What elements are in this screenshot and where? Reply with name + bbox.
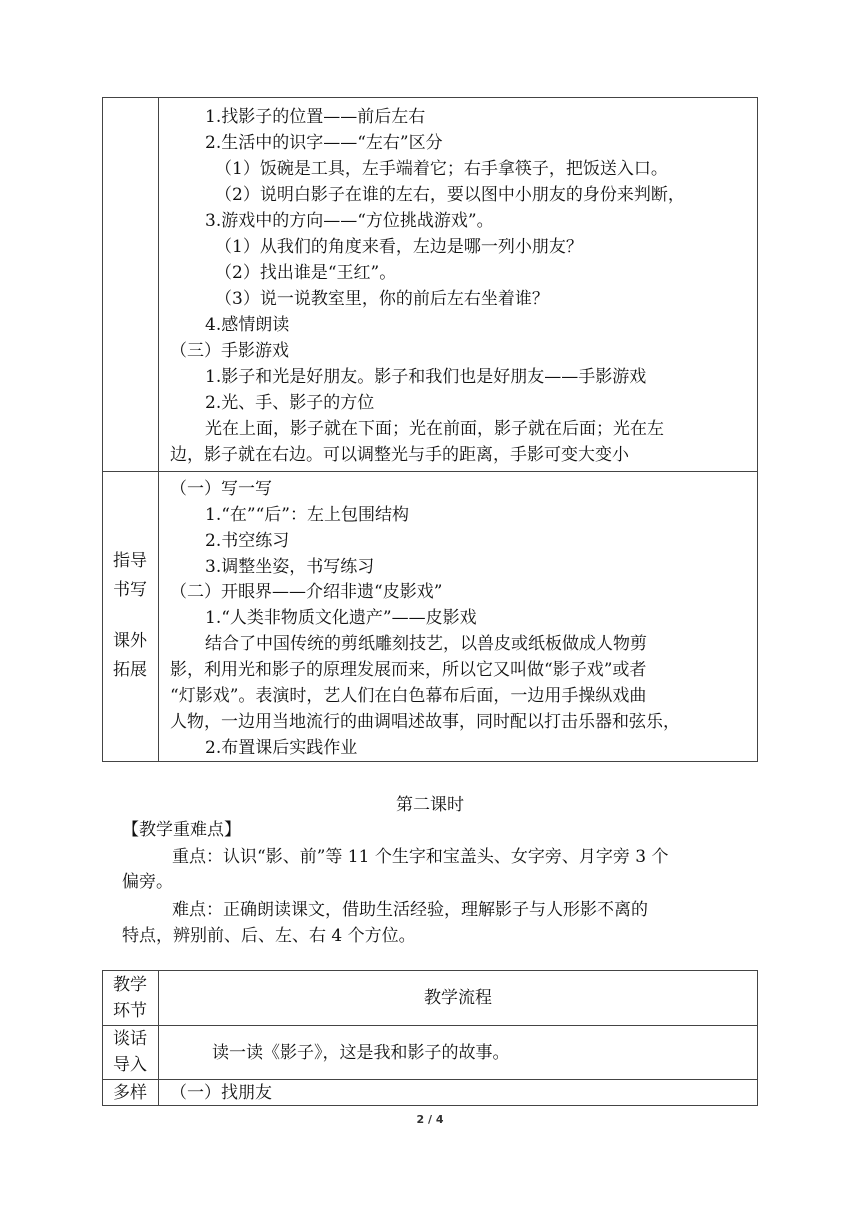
table2-header-title: 教学流程: [424, 988, 492, 1008]
table1-bottom-border: [102, 761, 758, 762]
table1-row2-line: 人物，一边用当地流行的曲调唱述故事，同时配以打击乐器和弦乐，: [170, 712, 680, 732]
table1-row2-line: 1.“人类非物质文化遗产”——皮影戏: [205, 608, 477, 628]
table2-row1-label: 导入: [113, 1055, 147, 1075]
table2-bottom-border: [102, 1105, 758, 1106]
table2-top-border: [102, 970, 758, 971]
table1-row2-line: 影，利用光和影子的原理发展而来，所以它又叫做“影子戏”或者: [170, 660, 647, 680]
section-heading: 【教学重难点】: [122, 820, 241, 840]
table1-row2-line: “灯影戏”。表演时，艺人们在白色幕布后面，一边用手操纵戏曲: [170, 686, 647, 706]
table1-row2-line: 2.书空练习: [205, 531, 290, 551]
table1-row-divider: [102, 471, 758, 472]
table2-header-label: 教学: [113, 975, 147, 995]
table1-row2-line: 结合了中国传统的剪纸雕刻技艺，以兽皮或纸板做成人物剪: [205, 634, 647, 654]
difficulty-line: 特点，辨别前、后、左、右 4 个方位。: [122, 926, 416, 946]
table2-header-label: 环节: [113, 1001, 147, 1021]
table2-row-divider: [102, 1025, 758, 1026]
table2-row1-label: 谈话: [113, 1029, 147, 1049]
table1-row1-line: （1）饭碗是工具，左手端着它；右手拿筷子，把饭送入口。: [215, 159, 668, 179]
key-point-line: 偏旁。: [122, 872, 173, 892]
table1-col-divider: [158, 97, 159, 762]
table1-row1-line: （3）说一说教室里，你的前后左右坐着谁？: [215, 289, 549, 309]
table1-row1-line: 1.找影子的位置——前后左右: [205, 107, 426, 127]
table2-row2-text: （一）找朋友: [170, 1083, 272, 1103]
table1-right-border: [757, 97, 758, 762]
table1-row2-line: （二）开眼界——介绍非遗“皮影戏”: [170, 582, 443, 602]
table1-row1-line: 3.游戏中的方向——“方位挑战游戏”。: [205, 211, 494, 231]
table1-row1-line: （三）手影游戏: [170, 341, 289, 361]
key-point-line: 重点：认识“影、前”等 11 个生字和宝盖头、女字旁、月字旁 3 个: [172, 847, 669, 867]
table1-row2-line: 1.“在”“后”：左上包围结构: [205, 505, 409, 525]
table1-row2-label-guide: 指导: [113, 551, 147, 571]
table1-row1-line: （2）找出谁是“王红”。: [215, 263, 397, 283]
table1-row1-line: 2.光、手、影子的方位: [205, 393, 375, 413]
table1-row1-line: （2）说明白影子在谁的左右，要以图中小朋友的身份来判断，: [215, 185, 685, 205]
lesson-title: 第二课时: [396, 795, 464, 815]
table1-row2-label-extension: 拓展: [113, 660, 147, 680]
table2-row-divider: [102, 1079, 758, 1080]
table1-row1-line: 4.感情朗读: [205, 315, 290, 335]
table2-row1-text: 读一读《影子》，这是我和影子的故事。: [212, 1043, 510, 1063]
table1-row1-line: （1）从我们的角度来看，左边是哪一列小朋友？: [215, 237, 583, 257]
table1-row1-line: 1.影子和光是好朋友。影子和我们也是好朋友——手影游戏: [205, 367, 647, 387]
page-number: 2 / 4: [416, 1113, 444, 1126]
table1-row1-line: 2.生活中的识字——“左右”区分: [205, 133, 443, 153]
table1-row2-line: （一）写一写: [170, 479, 272, 499]
table1-row1-line: 光在上面，影子就在下面；光在前面，影子就在后面；光在左: [205, 419, 664, 439]
table2-row2-label: 多样: [113, 1083, 147, 1103]
table1-row2-line: 2.布置课后实践作业: [205, 738, 358, 758]
difficulty-line: 难点：正确朗读课文，借助生活经验，理解影子与人形影不离的: [172, 900, 648, 920]
table1-row1-line: 边，影子就在右边。可以调整光与手的距离，手影可变大变小: [170, 445, 629, 465]
table1-row2-label-guide: 书写: [113, 580, 147, 600]
table1-top-border: [102, 97, 758, 98]
table1-row2-label-extension: 课外: [113, 631, 147, 651]
table1-row2-line: 3.调整坐姿，书写练习: [205, 557, 375, 577]
